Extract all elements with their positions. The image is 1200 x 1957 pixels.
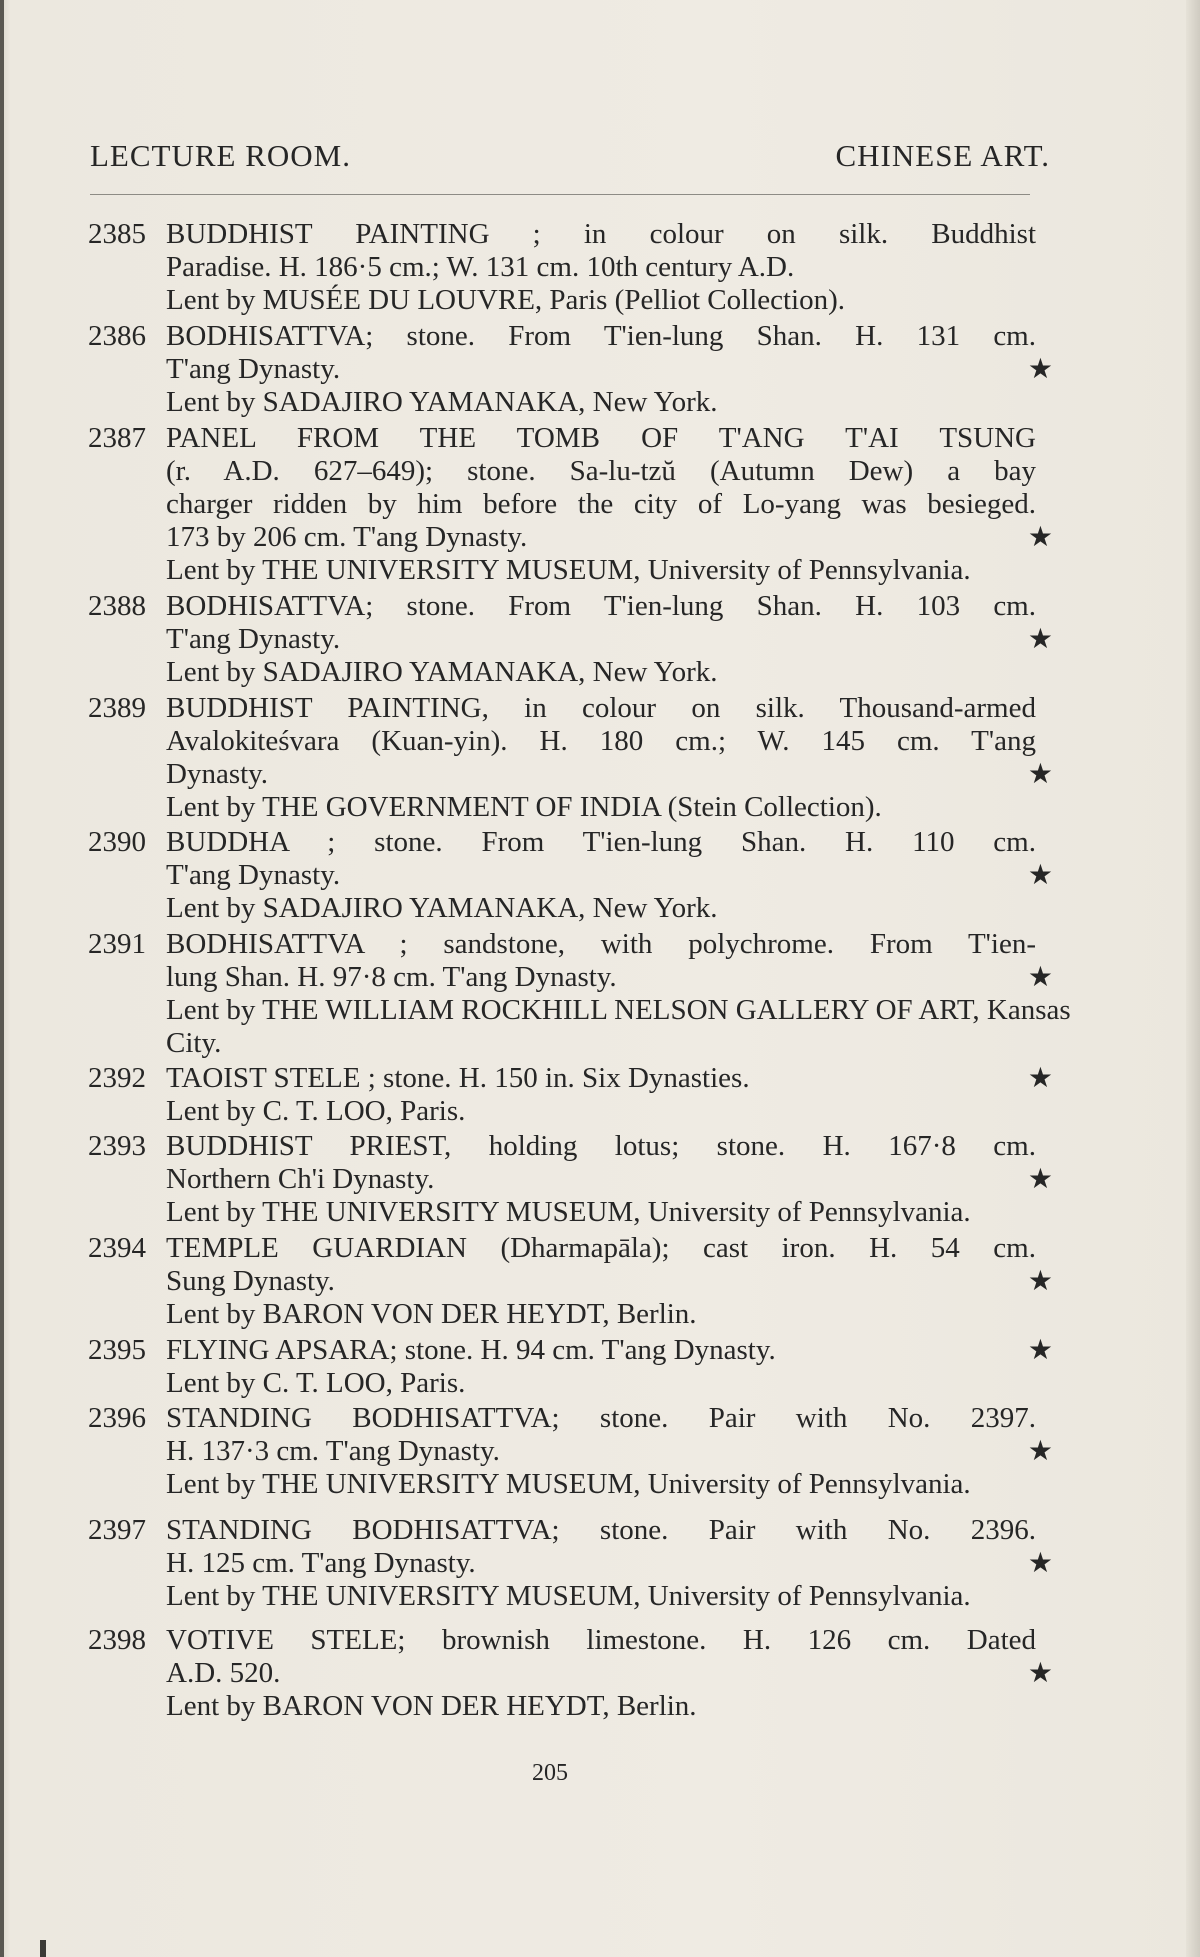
entry-text: BODHISATTVA; stone. From T'ien-lung Shan. H. 103 cm.	[166, 590, 1036, 622]
entry-number: 2388	[88, 590, 146, 622]
entry-text: 173 by 206 cm. T'ang Dynasty.	[166, 521, 528, 553]
entry-text: T'ang Dynasty.	[166, 859, 341, 891]
catalogue-entry-2387	[88, 422, 1053, 587]
page-number: 205	[532, 1760, 568, 1786]
entry-text: Paradise. H. 186·5 cm.; W. 131 cm. 10th century A.D.	[166, 251, 795, 283]
entry-text: H. 125 cm. T'ang Dynasty.	[166, 1547, 476, 1579]
entry-text: Lent by C. T. LOO, Paris.	[166, 1095, 466, 1127]
entry-number: 2396	[88, 1402, 146, 1434]
entry-text: BODHISATTVA ; sandstone, with polychrome. From T'ien-	[166, 928, 1036, 960]
entry-line	[88, 386, 1053, 419]
entry-text: City.	[166, 1027, 222, 1059]
entry-text: Lent by THE UNIVERSITY MUSEUM, University of Pennsylvania.	[166, 554, 971, 586]
star-icon: ★	[1027, 522, 1053, 553]
entry-line	[88, 1468, 1053, 1501]
entry-text: Lent by SADAJIRO YAMANAKA, New York.	[166, 892, 718, 924]
star-icon: ★	[1027, 624, 1053, 655]
catalogue-entry-2390	[88, 826, 1053, 925]
entry-text: BUDDHIST PRIEST, holding lotus; stone. H. 167·8 cm.	[166, 1130, 1036, 1162]
entry-line	[88, 928, 1053, 961]
entry-line	[88, 521, 1053, 554]
entry-text: Lent by BARON VON DER HEYDT, Berlin.	[166, 1690, 697, 1722]
entry-text: PANEL FROM THE TOMB OF T'ANG T'AI TSUNG	[166, 422, 1036, 454]
entry-line	[88, 554, 1053, 587]
catalogue-entry-2398	[88, 1624, 1053, 1723]
entry-line	[88, 1690, 1053, 1723]
star-icon: ★	[1027, 354, 1053, 385]
entry-text: FLYING APSARA; stone. H. 94 cm. T'ang Dynasty.	[166, 1334, 776, 1366]
entry-text: lung Shan. H. 97·8 cm. T'ang Dynasty.	[166, 961, 617, 993]
entry-number: 2390	[88, 826, 146, 858]
entry-text: BODHISATTVA; stone. From T'ien-lung Shan. H. 131 cm.	[166, 320, 1036, 352]
entry-line	[88, 758, 1053, 791]
catalogue-entry-2385	[88, 218, 1053, 317]
header-rule	[90, 194, 1030, 195]
entry-line	[88, 791, 1053, 824]
entry-line	[88, 859, 1053, 892]
entry-number: 2385	[88, 218, 146, 250]
entry-text: T'ang Dynasty.	[166, 353, 341, 385]
entry-line	[88, 422, 1053, 455]
entry-line	[88, 692, 1053, 725]
entry-line	[88, 284, 1053, 317]
entry-line	[88, 1163, 1053, 1196]
entry-line	[88, 218, 1053, 251]
catalogue-entry-2391	[88, 928, 1071, 1060]
catalogue-entry-2389	[88, 692, 1053, 824]
star-icon: ★	[1027, 1335, 1053, 1366]
entry-text: H. 137·3 cm. T'ang Dynasty.	[166, 1435, 500, 1467]
entry-line	[88, 1435, 1053, 1468]
star-icon: ★	[1027, 1063, 1053, 1094]
entry-number: 2395	[88, 1334, 146, 1366]
entry-line	[88, 1547, 1053, 1580]
star-icon: ★	[1027, 759, 1053, 790]
entry-text: BUDDHA ; stone. From T'ien-lung Shan. H. 110 cm.	[166, 826, 1036, 858]
entry-text: Lent by C. T. LOO, Paris.	[166, 1367, 466, 1399]
entry-text: TAOIST STELE ; stone. H. 150 in. Six Dynasties.	[166, 1062, 750, 1094]
entry-text: Northern Ch'i Dynasty.	[166, 1163, 435, 1195]
header-right: CHINESE ART.	[835, 138, 1050, 173]
entry-text: Avalokiteśvara (Kuan-yin). H. 180 cm.; W. 145 cm. T'ang	[166, 725, 1036, 757]
entry-text: Dynasty.	[166, 758, 269, 790]
binding-mark	[40, 1940, 46, 1957]
entry-text: STANDING BODHISATTVA; stone. Pair with No. 2397.	[166, 1402, 1036, 1434]
star-icon: ★	[1027, 1266, 1053, 1297]
entry-text: T'ang Dynasty.	[166, 623, 341, 655]
entry-text: Sung Dynasty.	[166, 1265, 335, 1297]
entry-line	[88, 656, 1053, 689]
entry-line	[88, 1298, 1053, 1331]
star-icon: ★	[1027, 1658, 1053, 1689]
catalogue-entry-2393	[88, 1130, 1053, 1229]
entry-line	[88, 1624, 1053, 1657]
entry-line	[88, 1062, 1053, 1095]
entry-line	[88, 1196, 1053, 1229]
entry-text: BUDDHIST PAINTING, in colour on silk. Thousand-armed	[166, 692, 1036, 724]
entry-line	[88, 1580, 1053, 1613]
star-icon: ★	[1027, 860, 1053, 891]
catalogue-entry-2386	[88, 320, 1053, 419]
entry-number: 2394	[88, 1232, 146, 1264]
star-icon: ★	[1027, 1436, 1053, 1467]
entry-number: 2386	[88, 320, 146, 352]
entry-line	[88, 623, 1053, 656]
catalogue-entry-2395	[88, 1334, 1053, 1400]
entry-line	[88, 1265, 1053, 1298]
entry-line	[88, 1367, 1053, 1400]
entry-line	[88, 590, 1053, 623]
entry-line	[88, 994, 1071, 1027]
entry-line	[88, 826, 1053, 859]
entry-line	[88, 353, 1053, 386]
entry-line	[88, 455, 1053, 488]
catalogue-entry-2396	[88, 1402, 1053, 1501]
entry-line	[88, 1334, 1053, 1367]
entry-line	[88, 892, 1053, 925]
entry-number: 2397	[88, 1514, 146, 1546]
running-header	[90, 138, 1050, 182]
entry-number: 2392	[88, 1062, 146, 1094]
entry-text: VOTIVE STELE; brownish limestone. H. 126 cm. Dated	[166, 1624, 1036, 1656]
star-icon: ★	[1027, 1548, 1053, 1579]
entry-text: Lent by SADAJIRO YAMANAKA, New York.	[166, 386, 718, 418]
entry-line	[88, 1095, 1053, 1128]
catalogue-entry-2394	[88, 1232, 1053, 1331]
entry-text: STANDING BODHISATTVA; stone. Pair with No. 2396.	[166, 1514, 1036, 1546]
entry-text: Lent by BARON VON DER HEYDT, Berlin.	[166, 1298, 697, 1330]
entry-text: TEMPLE GUARDIAN (Dharmapāla); cast iron. H. 54 cm.	[166, 1232, 1036, 1264]
entry-text: Lent by MUSÉE DU LOUVRE, Paris (Pelliot Collection).	[166, 284, 846, 316]
entry-line	[88, 320, 1053, 353]
page-right-edge	[1186, 0, 1200, 1957]
entry-text: charger ridden by him before the city of Lo-yang was besieged.	[166, 488, 1036, 520]
entry-line	[88, 1514, 1053, 1547]
catalogue-entry-2388	[88, 590, 1053, 689]
entry-text: Lent by THE UNIVERSITY MUSEUM, University of Pennsylvania.	[166, 1468, 971, 1500]
entry-number: 2391	[88, 928, 146, 960]
entry-text: Lent by THE GOVERNMENT OF INDIA (Stein Collection).	[166, 791, 882, 823]
header-left: LECTURE ROOM.	[90, 138, 351, 173]
entry-text: Lent by THE UNIVERSITY MUSEUM, University of Pennsylvania.	[166, 1196, 971, 1228]
page-left-edge	[0, 0, 4, 1957]
entry-number: 2387	[88, 422, 146, 454]
entry-line	[88, 1232, 1053, 1265]
entry-number: 2389	[88, 692, 146, 724]
entry-number: 2398	[88, 1624, 146, 1656]
entry-text: Lent by THE WILLIAM ROCKHILL NELSON GALLERY OF ART, Kansas	[166, 994, 1071, 1026]
entry-line	[88, 1657, 1053, 1690]
entry-line	[88, 1402, 1053, 1435]
entry-line	[88, 251, 1053, 284]
entry-text: Lent by SADAJIRO YAMANAKA, New York.	[166, 656, 718, 688]
star-icon: ★	[1027, 1164, 1053, 1195]
entry-line	[88, 488, 1053, 521]
star-icon: ★	[1027, 962, 1053, 993]
entry-text: BUDDHIST PAINTING ; in colour on silk. Buddhist	[166, 218, 1036, 250]
entry-line	[88, 961, 1053, 994]
entry-number: 2393	[88, 1130, 146, 1162]
entry-text: A.D. 520.	[166, 1657, 281, 1689]
entry-line	[88, 725, 1053, 758]
entry-text: (r. A.D. 627–649); stone. Sa-lu-tzŭ (Autumn Dew) a bay	[166, 455, 1036, 487]
catalogue-entry-2392	[88, 1062, 1053, 1128]
entry-line	[88, 1130, 1053, 1163]
catalogue-entry-2397	[88, 1514, 1053, 1613]
entry-text: Lent by THE UNIVERSITY MUSEUM, University of Pennsylvania.	[166, 1580, 971, 1612]
entry-line	[88, 1027, 1053, 1060]
